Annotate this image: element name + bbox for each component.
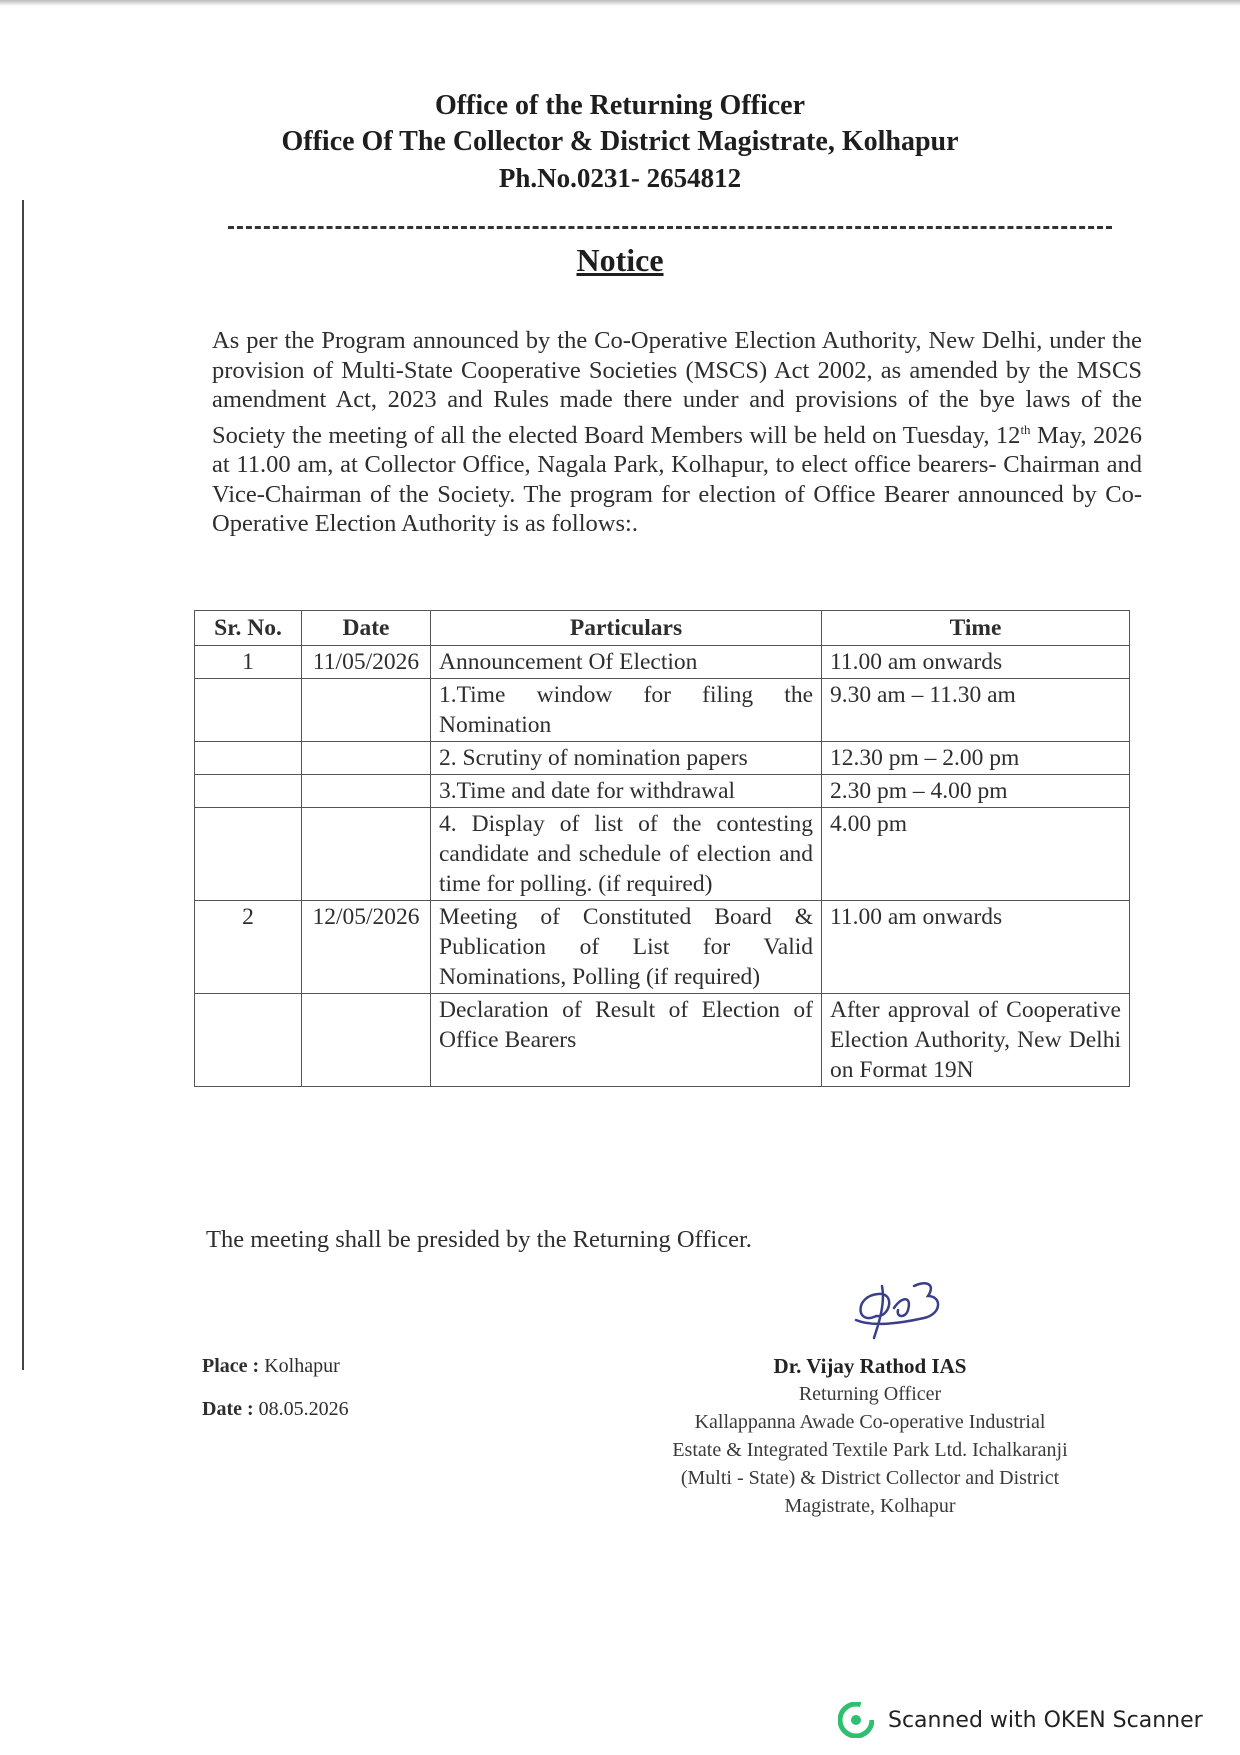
cell-particulars: 2. Scrutiny of nomination papers	[431, 742, 822, 775]
place-date-block	[202, 1355, 349, 1441]
table-row	[195, 742, 1130, 775]
cell-date	[302, 742, 431, 775]
table-row	[195, 994, 1130, 1087]
closing-statement: The meeting shall be presided by the Returning Officer.	[206, 1226, 752, 1253]
date-line	[202, 1398, 349, 1441]
paragraph-text-1: As per the Program announced by the Co-Operative Election Authority, New Delhi, under the provision of Multi-State Cooperative Societies (MSCS) Act 2002, as amended by the MSCS amendment Act, 2023 and Rules made there under and provisions of the bye laws of the Society the meeting of all the elected Board Members will be held on Tuesday, 12	[212, 327, 1142, 449]
cell-time: 11.00 am onwards	[822, 646, 1130, 679]
cell-time: 12.30 pm – 2.00 pm	[822, 742, 1130, 775]
place-value: Kolhapur	[264, 1355, 340, 1377]
notice-paragraph	[212, 326, 1142, 539]
scanner-text: Scanned with OKEN Scanner	[888, 1707, 1203, 1733]
header-sr-no: Sr. No.	[195, 611, 302, 646]
header-date: Date	[302, 611, 431, 646]
table-row	[195, 679, 1130, 742]
header-time: Time	[822, 611, 1130, 646]
table-row	[195, 808, 1130, 901]
cell-date: 12/05/2026	[302, 901, 431, 994]
cell-time: 4.00 pm	[822, 808, 1130, 901]
cell-date	[302, 775, 431, 808]
cell-sr: 1	[195, 646, 302, 679]
cell-date	[302, 679, 431, 742]
signatory-line-1: Kallappanna Awade Co-operative Industrial	[694, 1411, 1046, 1433]
cell-time: 9.30 am – 11.30 am	[822, 679, 1130, 742]
cell-time: After approval of Cooperative Election Authority, New Delhi on Format 19N	[822, 994, 1130, 1087]
cell-time: 2.30 pm – 4.00 pm	[822, 775, 1130, 808]
signatory-line-3: (Multi - State) & District Collector and District	[680, 1467, 1060, 1489]
table-row	[195, 901, 1130, 994]
cell-particulars: Meeting of Constituted Board & Publication of List for Valid Nominations, Polling (if required)	[431, 901, 822, 994]
cell-sr	[195, 679, 302, 742]
cell-sr: 2	[195, 901, 302, 994]
cell-date	[302, 808, 431, 901]
dashed-divider	[228, 226, 1112, 229]
letterhead-collector: Office Of The Collector & District Magistrate, Kolhapur	[281, 126, 959, 157]
cell-sr	[195, 775, 302, 808]
cell-particulars: 4. Display of list of the contesting candidate and schedule of election and time for polling. (if required)	[431, 808, 822, 901]
cell-sr	[195, 994, 302, 1087]
letterhead-office: Office of the Returning Officer	[434, 90, 806, 121]
signatory-line-2: Estate & Integrated Textile Park Ltd. Ichalkaranji	[672, 1439, 1068, 1461]
table-row	[195, 646, 1130, 679]
header-particulars: Particulars	[431, 611, 822, 646]
cell-sr	[195, 742, 302, 775]
signatory-name: Dr. Vijay Rathod IAS	[773, 1354, 967, 1378]
paragraph-superscript: th	[1020, 421, 1031, 437]
election-schedule-table	[194, 610, 1130, 1087]
handwritten-signature	[846, 1256, 956, 1346]
date-label: Date :	[202, 1398, 254, 1420]
page-top-shadow	[0, 0, 1240, 6]
cell-sr	[195, 808, 302, 901]
signatory-designation: Returning Officer	[798, 1383, 942, 1405]
notice-title: Notice	[576, 242, 664, 278]
signatory-line-4: Magistrate, Kolhapur	[784, 1495, 956, 1517]
letterhead	[0, 88, 1240, 196]
cell-particulars: 1.Time window for filing the Nomination	[431, 679, 822, 742]
scanner-watermark	[838, 1700, 1203, 1740]
table-header-row	[195, 611, 1130, 646]
table-row	[195, 775, 1130, 808]
cell-particulars: Announcement Of Election	[431, 646, 822, 679]
cell-particulars: Declaration of Result of Election of Office Bearers	[431, 994, 822, 1087]
place-line	[202, 1355, 349, 1398]
cell-date: 11/05/2026	[302, 646, 431, 679]
cell-time: 11.00 am onwards	[822, 901, 1130, 994]
scanner-logo-icon	[838, 1702, 874, 1738]
cell-particulars: 3.Time and date for withdrawal	[431, 775, 822, 808]
place-label: Place :	[202, 1355, 260, 1377]
letterhead-phone: Ph.No.0231- 2654812	[498, 163, 742, 193]
date-value: 08.05.2026	[258, 1398, 349, 1420]
page-left-edge-line	[22, 200, 24, 1370]
paragraph-text-2: May, 2026 at 11.00 am, at Collector Office, Nagala Park, Kolhapur, to elect office bearers- Chairman and Vice-Chairman of the Society. The program for election of Office Bearer announced by Co-Operative Election Authority is as follows:.	[212, 421, 1142, 538]
signatory-block	[600, 1352, 1140, 1520]
cell-date	[302, 994, 431, 1087]
